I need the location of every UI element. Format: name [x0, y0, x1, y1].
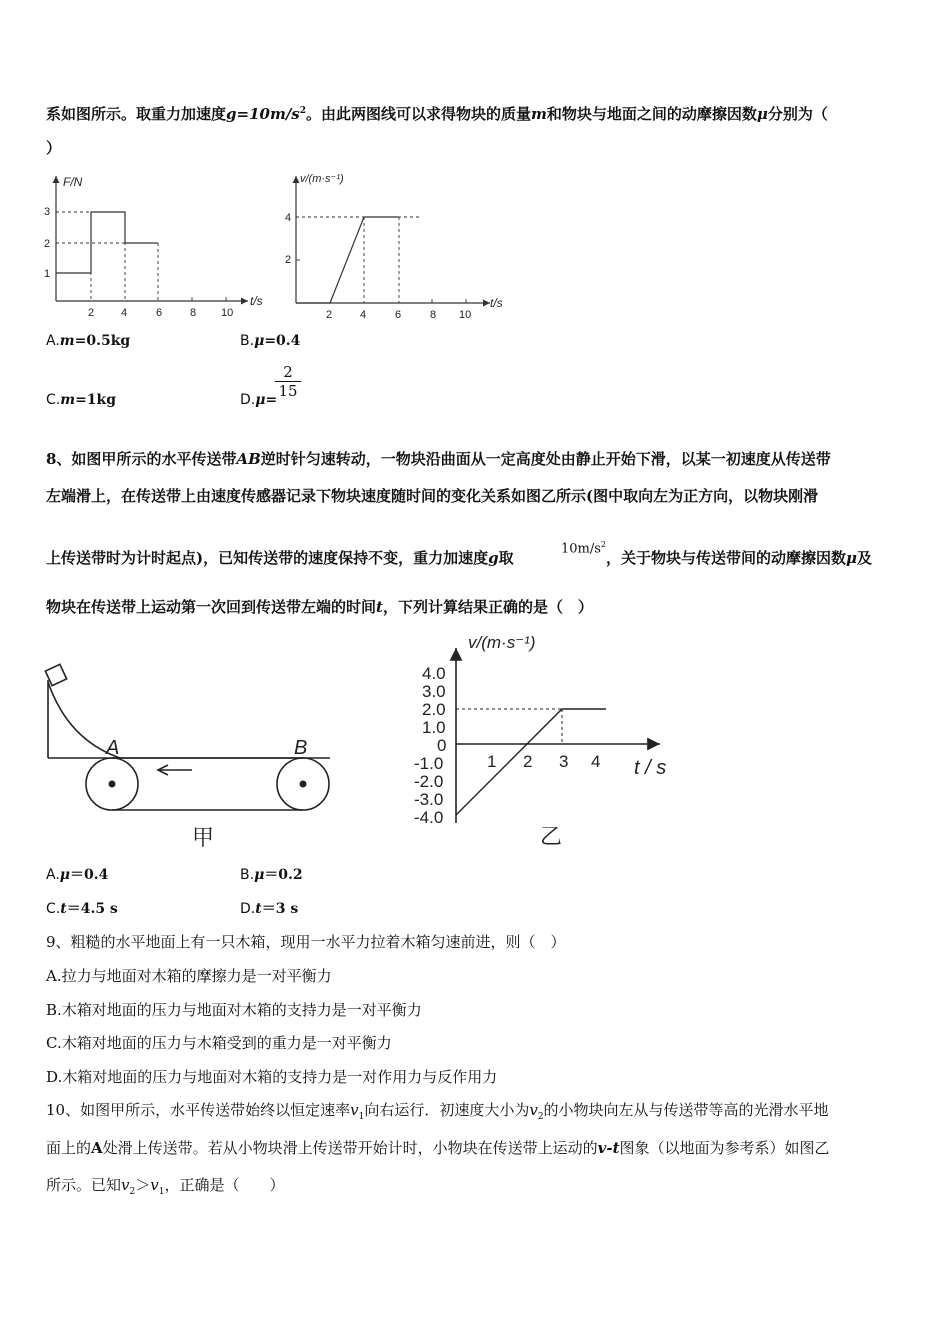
q8-stem-line3: 上传送带时为计时起点)，已知传送带的速度保持不变，重力加速度g取 — [46, 549, 514, 567]
q9-option-d[interactable]: D.木箱对地面的压力与地面对木箱的支持力是一对作用力与反作用力 — [46, 1068, 498, 1086]
yi-ytick: -3.0 — [414, 790, 444, 809]
v-xlabel: t/s — [490, 296, 503, 310]
f-ytick: 1 — [44, 268, 51, 280]
yi-ytick: 3.0 — [422, 682, 446, 701]
yi-ytick: 1.0 — [422, 718, 446, 737]
f-xtick: 8 — [190, 307, 197, 319]
f-xtick: 2 — [88, 307, 95, 319]
yi-ytick: -4.0 — [414, 808, 444, 827]
yi-xtick: 4 — [591, 752, 601, 771]
q7-stem-close-paren: ） — [46, 139, 62, 157]
q8-stem-line4: 物块在传送带上运动第一次回到传送带左端的时间t，下列计算结果正确的是（ ） — [46, 598, 593, 616]
q10-stem-line2: 面上的A处滑上传送带。若从小物块滑上传送带开始计时，小物块在传送带上运动的v-t图象（以地面为参考系）如图乙 — [46, 1139, 830, 1157]
yi-xlabel: t / s — [634, 757, 667, 779]
yi-ytick: 2.0 — [422, 700, 446, 719]
v-series-line — [296, 217, 399, 303]
q7-option-d-fraction: $\frac{2}{15}$ — [275, 363, 301, 400]
q8-stem-line2: 左端滑上，在传送带上由速度传感器记录下物块速度随时间的变化关系如图乙所示(图中取向左为正方向，以物块刚滑 — [46, 487, 819, 505]
q8-option-d[interactable]: D.t＝3 s — [240, 901, 299, 917]
v-xtick: 8 — [430, 309, 437, 321]
q7-velocity-time-graph — [280, 170, 510, 320]
f-xlabel: t/s — [250, 294, 263, 308]
q8-velocity-time-graph — [410, 628, 690, 850]
q7-force-time-graph — [36, 170, 266, 320]
f-series-line — [56, 212, 158, 273]
q8-option-b[interactable]: B.μ＝0.2 — [240, 867, 303, 883]
yi-xtick: 1 — [487, 752, 497, 771]
q7-option-a[interactable]: A.m=0.5kg — [46, 333, 131, 349]
v-ytick: 2 — [285, 254, 292, 266]
q9-option-b[interactable]: B.木箱对地面的压力与地面对木箱的支持力是一对平衡力 — [46, 1001, 422, 1019]
q10-stem-line1: 10、如图甲所示，水平传送带始终以恒定速率$v_1$向右运行．初速度大小为$v_2$的小物块向左从与传送带等高的光滑水平地 — [46, 1101, 829, 1122]
v-xtick: 4 — [360, 309, 367, 321]
q7-option-c[interactable]: C.m=1kg — [46, 392, 117, 408]
f-ytick: 2 — [44, 238, 51, 250]
point-b-label: B — [294, 737, 308, 759]
yi-ytick: 4.0 — [422, 664, 446, 683]
yi-xtick: 3 — [559, 752, 569, 771]
figure-jia-caption: 甲 — [192, 825, 215, 850]
yi-ytick: -2.0 — [414, 772, 444, 791]
q9-stem: 9、粗糙的水平地面上有一只木箱，现用一水平力拉着木箱匀速前进，则（ ） — [46, 933, 566, 951]
v-xtick: 10 — [459, 309, 472, 321]
v-ylabel: v/(m·s⁻¹) — [300, 173, 344, 185]
q9-option-c[interactable]: C.木箱对地面的压力与木箱受到的重力是一对平衡力 — [46, 1034, 392, 1052]
point-a-label: A — [106, 737, 120, 759]
f-xtick: 6 — [156, 307, 163, 319]
yi-ylabel: v/(m·s⁻¹) — [468, 633, 536, 652]
q10-stem-line3: 所示。已知$v_2>v_1$，正确是（ ） — [46, 1176, 285, 1197]
q8-conveyor-figure — [40, 660, 340, 860]
yi-ytick: 0 — [437, 736, 447, 755]
yi-ytick: -1.0 — [414, 754, 444, 773]
figure-yi-caption: 乙 — [540, 824, 563, 849]
q8-stem-line1: 8、如图甲所示的水平传送带AB逆时针匀速转动，一物块沿曲面从一定高度处由静止开始下滑，以某一初速度从传送带 — [46, 450, 831, 468]
q7-option-b[interactable]: B.μ=0.4 — [240, 333, 301, 349]
q7-stem-line1: 系如图所示。取重力加速度$g=10m/s^2$。由此两图线可以求得物块的质量m和物块与地面之间的动摩擦因数μ分别为（ — [46, 105, 828, 123]
v-xtick: 6 — [395, 309, 402, 321]
q8-stem-line3-tail: ，关于物块与传送带间的动摩擦因数μ及 — [606, 549, 873, 567]
q8-option-c[interactable]: C.t＝4.5 s — [46, 901, 118, 917]
f-ytick: 3 — [44, 206, 51, 218]
q8-g-value: $10m/s^2$ — [561, 540, 607, 557]
f-xtick: 4 — [121, 307, 128, 319]
f-ylabel: F/N — [63, 175, 83, 189]
yi-xtick: 2 — [523, 752, 533, 771]
q7-option-d[interactable]: D.μ= — [240, 392, 278, 408]
v-ytick: 4 — [285, 212, 292, 224]
v-xtick: 2 — [326, 309, 333, 321]
f-xtick: 10 — [221, 307, 234, 319]
q8-option-a[interactable]: A.μ＝0.4 — [46, 867, 109, 883]
q9-option-a[interactable]: A.拉力与地面对木箱的摩擦力是一对平衡力 — [46, 967, 332, 985]
